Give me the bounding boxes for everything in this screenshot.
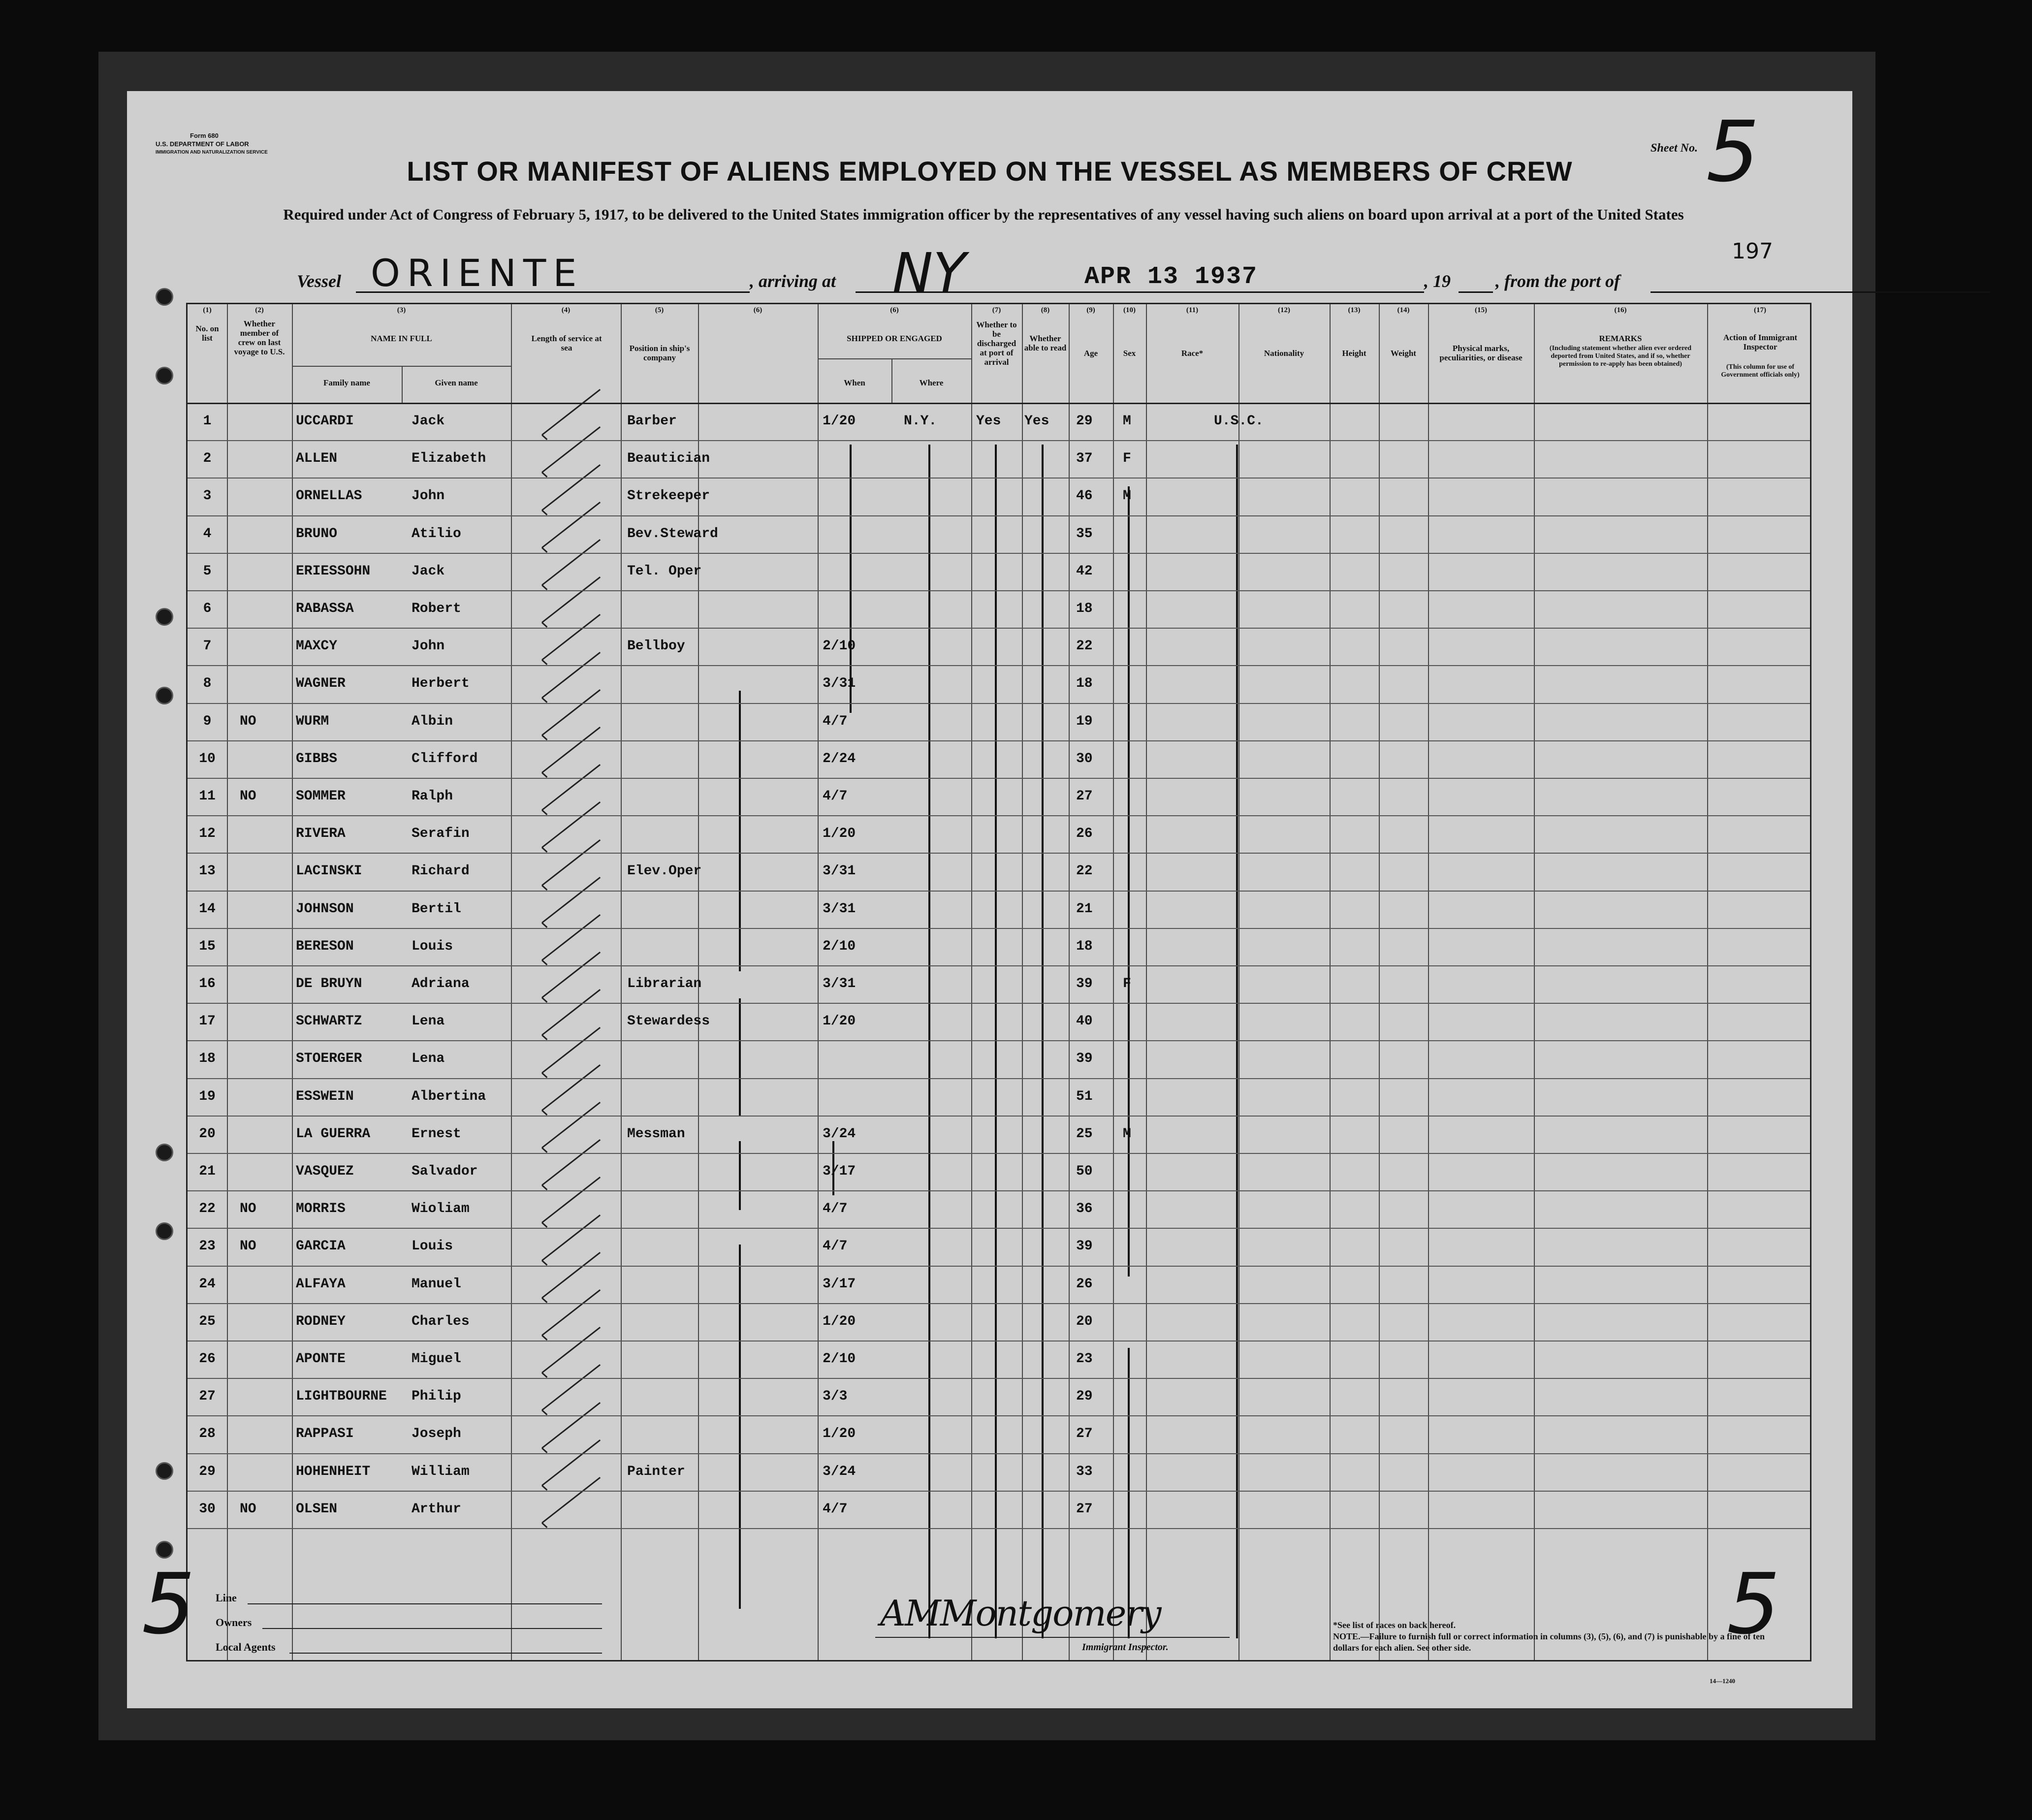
row-number: 10 xyxy=(199,751,216,766)
given-name-cell: Salvador xyxy=(412,1164,478,1179)
col-16-header: REMARKS xyxy=(1599,334,1642,343)
col-10-number: (10) xyxy=(1123,306,1136,314)
col-17-subheader: (This column for use of Government officials only) xyxy=(1721,363,1800,379)
age-cell: 37 xyxy=(1076,451,1093,467)
family-name-cell: SCHWARTZ xyxy=(296,1014,362,1029)
shipped-when-cell: 1/20 xyxy=(823,414,856,429)
sex-cell: M xyxy=(1123,414,1131,429)
age-cell: 27 xyxy=(1076,789,1093,804)
given-name-cell: Bertil xyxy=(412,901,461,917)
sheet-number-label: Sheet No. xyxy=(1651,142,1698,155)
row-number: 20 xyxy=(199,1126,216,1142)
row-number: 28 xyxy=(199,1426,216,1442)
age-cell: 20 xyxy=(1076,1313,1093,1329)
sheet-number: 5 xyxy=(1706,103,1760,201)
row-number: 1 xyxy=(203,414,212,429)
family-name-cell: LA GUERRA xyxy=(296,1126,371,1142)
col-5-number: (5) xyxy=(655,306,664,314)
row-number: 5 xyxy=(203,563,212,579)
age-cell: 35 xyxy=(1076,526,1093,542)
table-row xyxy=(188,553,1813,590)
owners-label: Owners xyxy=(216,1616,252,1628)
family-name-cell: VASQUEZ xyxy=(296,1164,354,1179)
family-name-cell: LACINSKI xyxy=(296,863,362,879)
age-cell: 27 xyxy=(1076,1426,1093,1442)
age-cell: 40 xyxy=(1076,1014,1093,1029)
shipped-when-cell: 3/17 xyxy=(823,1164,856,1179)
given-name-cell: Ernest xyxy=(412,1126,461,1142)
row-number: 16 xyxy=(199,976,216,991)
col-11-header: Race* xyxy=(1181,349,1204,358)
crew-manifest-table xyxy=(186,303,1811,1661)
shipped-when-cell: 3/24 xyxy=(823,1126,856,1142)
ditto-mark xyxy=(739,691,741,971)
table-row xyxy=(188,1153,1813,1190)
row-number: 11 xyxy=(199,789,216,804)
age-cell: 18 xyxy=(1076,938,1093,954)
arriving-port: NY xyxy=(892,241,966,304)
table-row xyxy=(188,1415,1813,1453)
date-stamp: APR 13 1937 xyxy=(1084,263,1258,291)
age-cell: 46 xyxy=(1076,488,1093,504)
given-name-cell: Lena xyxy=(412,1051,445,1067)
age-cell: 39 xyxy=(1076,976,1093,991)
sex-cell: M xyxy=(1123,1126,1131,1142)
given-name-cell: John xyxy=(412,639,445,654)
family-name-cell: RAPPASI xyxy=(296,1426,354,1442)
position-cell: Messman xyxy=(627,1126,685,1142)
position-cell: Painter xyxy=(627,1464,685,1479)
given-name-cell: Miguel xyxy=(412,1351,461,1367)
col-6-number: (6) xyxy=(753,306,762,314)
given-name-cell: Atilio xyxy=(412,526,461,542)
row-number: 30 xyxy=(199,1501,216,1517)
punch-hole xyxy=(156,1462,173,1480)
table-row xyxy=(188,1078,1813,1116)
age-cell: 21 xyxy=(1076,901,1093,917)
row-number: 13 xyxy=(199,863,216,879)
given-name-cell: Adriana xyxy=(412,976,470,991)
age-cell: 27 xyxy=(1076,1501,1093,1517)
age-cell: 51 xyxy=(1076,1088,1093,1104)
family-name-cell: GARCIA xyxy=(296,1239,346,1254)
family-name-cell: ALFAYA xyxy=(296,1276,346,1292)
row-number: 6 xyxy=(203,601,212,616)
given-name-cell: Manuel xyxy=(412,1276,461,1292)
table-row xyxy=(188,1190,1813,1228)
family-name-cell: UCCARDI xyxy=(296,414,354,429)
shipped-when-cell: 1/20 xyxy=(823,826,856,842)
family-name-cell: LIGHTBOURNE xyxy=(296,1389,387,1405)
age-cell: 19 xyxy=(1076,713,1093,729)
shipped-when-cell: 2/10 xyxy=(823,1351,856,1367)
family-name-cell: RODNEY xyxy=(296,1313,346,1329)
col-2-number: (2) xyxy=(255,306,264,314)
col-8-header: Whether able to read xyxy=(1024,334,1067,352)
row-number: 14 xyxy=(199,901,216,917)
given-name-cell: Joseph xyxy=(412,1426,461,1442)
position-cell: Beautician xyxy=(627,451,710,467)
row-number: 8 xyxy=(203,676,212,692)
position-cell: Elev.Oper xyxy=(627,863,702,879)
col-6-number-dup: (6) xyxy=(890,306,899,314)
shipped-when-cell: 4/7 xyxy=(823,1201,848,1217)
from-label: , from the port of xyxy=(1495,271,1620,291)
given-name-cell: Wioliam xyxy=(412,1201,470,1217)
col-8-number: (8) xyxy=(1041,306,1050,314)
table-row xyxy=(188,1266,1813,1303)
nationality-cell: U.S.C. xyxy=(1214,414,1264,429)
shipped-when-cell: 1/20 xyxy=(823,1426,856,1442)
vessel-name: ORIENTE xyxy=(371,251,584,295)
inspector-label: Immigrant Inspector. xyxy=(1082,1642,1169,1653)
line-label: Line xyxy=(216,1592,237,1604)
col-3-family-header: Family name xyxy=(323,378,370,387)
given-name-cell: Louis xyxy=(412,938,453,954)
shipped-when-cell: 4/7 xyxy=(823,789,848,804)
table-row xyxy=(188,853,1813,890)
shipped-when-cell: 1/20 xyxy=(823,1014,856,1029)
given-name-cell: Lena xyxy=(412,1014,445,1029)
age-cell: 39 xyxy=(1076,1239,1093,1254)
shipped-when-cell: 4/7 xyxy=(823,1239,848,1254)
col-3-header: NAME IN FULL xyxy=(371,334,432,343)
position-cell: Tel. Oper xyxy=(627,563,702,579)
position-cell: Stewardess xyxy=(627,1014,710,1029)
age-cell: 25 xyxy=(1076,1126,1093,1142)
shipped-when-cell: 1/20 xyxy=(823,1313,856,1329)
family-name-cell: BRUNO xyxy=(296,526,338,542)
row-number: 17 xyxy=(199,1014,216,1029)
sex-cell: F xyxy=(1123,976,1131,991)
col-7-header: Whether to be discharged at port of arrival xyxy=(976,320,1017,367)
table-row xyxy=(188,1378,1813,1415)
age-cell: 36 xyxy=(1076,1201,1093,1217)
handwritten-mark-right: 5 xyxy=(1727,1556,1780,1653)
col-6-where-header: Where xyxy=(919,378,944,387)
sex-cell: M xyxy=(1123,488,1131,504)
family-name-cell: BERESON xyxy=(296,938,354,954)
arriving-underline xyxy=(856,291,1087,293)
punch-hole xyxy=(156,288,173,306)
table-row xyxy=(188,891,1813,928)
position-cell: Barber xyxy=(627,414,677,429)
given-name-cell: Louis xyxy=(412,1239,453,1254)
last-voyage-cell: NO xyxy=(240,1239,256,1254)
inspector-signature: AMMontgomery xyxy=(880,1593,1161,1634)
col-17-header: Action of Immigrant Inspector xyxy=(1723,333,1798,351)
last-voyage-cell: NO xyxy=(240,789,256,804)
given-name-cell: Charles xyxy=(412,1313,470,1329)
age-cell: 29 xyxy=(1076,414,1093,429)
given-name-cell: Ralph xyxy=(412,789,453,804)
family-name-cell: DE BRUYN xyxy=(296,976,362,991)
department-name: U.S. DEPARTMENT OF LABOR xyxy=(156,140,249,148)
col-15-number: (15) xyxy=(1475,306,1487,314)
family-name-cell: APONTE xyxy=(296,1351,346,1367)
col-14-header: Weight xyxy=(1391,349,1416,358)
table-row xyxy=(188,1453,1813,1491)
shipped-when-cell: 3/3 xyxy=(823,1389,848,1405)
table-row xyxy=(188,1491,1813,1528)
family-name-cell: SOMMER xyxy=(296,789,346,804)
row-number: 24 xyxy=(199,1276,216,1292)
last-voyage-cell: NO xyxy=(240,1501,256,1517)
form-number: Form 680 xyxy=(190,132,219,139)
table-row xyxy=(188,1116,1813,1153)
table-row xyxy=(188,1341,1813,1378)
col-13-header: Height xyxy=(1342,349,1366,358)
row-number: 2 xyxy=(203,451,212,467)
age-cell: 26 xyxy=(1076,826,1093,842)
age-cell: 22 xyxy=(1076,639,1093,654)
shipped-when-cell: 2/10 xyxy=(823,639,856,654)
age-cell: 42 xyxy=(1076,563,1093,579)
row-number: 7 xyxy=(203,639,212,654)
col-6-header: SHIPPED OR ENGAGED xyxy=(847,334,942,343)
handwritten-mark-left: 5 xyxy=(142,1556,195,1653)
col-9-header: Age xyxy=(1083,349,1098,358)
table-row xyxy=(188,965,1813,1003)
date-underline xyxy=(1084,291,1424,293)
shipped-when-cell: 4/7 xyxy=(823,1501,848,1517)
table-row xyxy=(188,590,1813,628)
family-name-cell: ESSWEIN xyxy=(296,1088,354,1104)
col-16-number: (16) xyxy=(1614,306,1627,314)
row-number: 22 xyxy=(199,1201,216,1217)
col-12-header: Nationality xyxy=(1264,349,1304,358)
from-underline xyxy=(1651,291,1990,293)
shipped-where-cell: N.Y. xyxy=(904,414,937,429)
table-row xyxy=(188,928,1813,965)
manifest-sheet xyxy=(127,91,1852,1708)
form-code: 14—1240 xyxy=(1710,1677,1735,1685)
position-cell: Bev.Steward xyxy=(627,526,718,542)
table-row xyxy=(188,440,1813,478)
given-name-cell: Herbert xyxy=(412,676,470,692)
footer-notes xyxy=(1333,1620,1766,1654)
year-underline xyxy=(1459,291,1493,293)
given-name-cell: Albin xyxy=(412,713,453,729)
family-name-cell: JOHNSON xyxy=(296,901,354,917)
table-row xyxy=(188,740,1813,778)
penalty-note: NOTE.—Failure to furnish full or correct information in columns (3), (5), (6), and (7) is punishable by a fine of ten dollars for each alien. See other side. xyxy=(1333,1631,1765,1653)
races-note: *See list of races on back hereof. xyxy=(1333,1620,1456,1630)
age-cell: 23 xyxy=(1076,1351,1093,1367)
col-1-number: (1) xyxy=(203,306,212,314)
col-10-header: Sex xyxy=(1123,349,1136,358)
col-16-subheader: (Including statement whether alien ever ordered deported from United States, and if so, whether permission to re-apply has been obtained) xyxy=(1549,345,1692,368)
col-5-header: Position in ship's company xyxy=(629,344,690,362)
row-number: 27 xyxy=(199,1389,216,1405)
row-number: 26 xyxy=(199,1351,216,1367)
vessel-label: Vessel xyxy=(297,271,341,291)
col-15-header: Physical marks, peculiarities, or disease xyxy=(1439,344,1523,362)
shipped-when-cell: 3/31 xyxy=(823,676,856,692)
row-number: 21 xyxy=(199,1164,216,1179)
ditto-mark xyxy=(1236,445,1238,1638)
given-name-cell: Jack xyxy=(412,563,445,579)
able-to-read-cell: Yes xyxy=(1024,414,1049,429)
punch-hole xyxy=(156,687,173,704)
table-row xyxy=(188,665,1813,702)
col-3-number: (3) xyxy=(397,306,406,314)
shipped-when-cell: 3/24 xyxy=(823,1464,856,1479)
discharged-cell: Yes xyxy=(976,414,1001,429)
position-cell: Bellboy xyxy=(627,639,685,654)
given-name-cell: Clifford xyxy=(412,751,478,766)
table-row xyxy=(188,1040,1813,1078)
row-number: 18 xyxy=(199,1051,216,1067)
punch-hole xyxy=(156,608,173,626)
row-number: 15 xyxy=(199,938,216,954)
col-17-number: (17) xyxy=(1754,306,1766,314)
col-2-header: Whether member of crew on last voyage to U.S. xyxy=(234,319,285,356)
family-name-cell: HOHENHEIT xyxy=(296,1464,371,1479)
punch-hole xyxy=(156,1222,173,1240)
age-cell: 22 xyxy=(1076,863,1093,879)
age-cell: 33 xyxy=(1076,1464,1093,1479)
col-6-when-header: When xyxy=(844,378,865,387)
last-voyage-cell: NO xyxy=(240,1201,256,1217)
given-name-cell: Albertina xyxy=(412,1088,486,1104)
row-number: 23 xyxy=(199,1239,216,1254)
table-row xyxy=(188,1003,1813,1040)
shipped-when-cell: 4/7 xyxy=(823,713,848,729)
punch-hole xyxy=(156,1144,173,1161)
row-number: 12 xyxy=(199,826,216,842)
family-name-cell: MAXCY xyxy=(296,639,338,654)
age-cell: 26 xyxy=(1076,1276,1093,1292)
arriving-label: , arriving at xyxy=(750,271,836,291)
shipped-when-cell: 3/31 xyxy=(823,976,856,991)
table-row xyxy=(188,815,1813,853)
table-row xyxy=(188,778,1813,815)
age-cell: 50 xyxy=(1076,1164,1093,1179)
table-row xyxy=(188,515,1813,553)
ditto-mark xyxy=(739,1141,741,1210)
col-12-number: (12) xyxy=(1278,306,1290,314)
ditto-mark xyxy=(928,445,930,1638)
page-number: 197 xyxy=(1732,239,1773,264)
family-name-cell: ORNELLAS xyxy=(296,488,362,504)
given-name-cell: Arthur xyxy=(412,1501,461,1517)
age-cell: 39 xyxy=(1076,1051,1093,1067)
document-subtitle: Required under Act of Congress of February 5, 1917, to be delivered to the United States immigration officer by the representatives of any vessel having such aliens on board upon arrival at a port of the United States xyxy=(283,206,1684,223)
family-name-cell: WAGNER xyxy=(296,676,346,692)
table-row xyxy=(188,1228,1813,1265)
vessel-underline xyxy=(356,291,750,293)
col-4-header: Length of service at sea xyxy=(531,334,602,352)
table-row xyxy=(188,403,1813,440)
document-title: LIST OR MANIFEST OF ALIENS EMPLOYED ON THE VESSEL AS MEMBERS OF CREW xyxy=(407,156,1573,187)
row-number: 25 xyxy=(199,1313,216,1329)
family-name-cell: STOERGER xyxy=(296,1051,362,1067)
row-number: 9 xyxy=(203,713,212,729)
table-row xyxy=(188,1303,1813,1341)
ditto-mark xyxy=(832,1141,834,1195)
ditto-mark xyxy=(995,445,997,1638)
given-name-cell: John xyxy=(412,488,445,504)
position-cell: Librarian xyxy=(627,976,702,991)
col-9-number: (9) xyxy=(1086,306,1095,314)
family-name-cell: ERIESSOHN xyxy=(296,563,371,579)
table-row xyxy=(188,628,1813,665)
given-name-cell: Robert xyxy=(412,601,461,616)
local-agents-label: Local Agents xyxy=(216,1641,276,1653)
col-4-number: (4) xyxy=(561,306,571,314)
given-name-cell: Elizabeth xyxy=(412,451,486,467)
age-cell: 30 xyxy=(1076,751,1093,766)
age-cell: 18 xyxy=(1076,676,1093,692)
table-row xyxy=(188,478,1813,515)
service-name: IMMIGRATION AND NATURALIZATION SERVICE xyxy=(156,150,268,155)
table-row xyxy=(188,703,1813,740)
last-voyage-cell: NO xyxy=(240,713,256,729)
col-7-number: (7) xyxy=(992,306,1001,314)
ditto-mark xyxy=(1128,486,1130,1277)
family-name-cell: WURM xyxy=(296,713,329,729)
family-name-cell: RABASSA xyxy=(296,601,354,616)
form-identifier xyxy=(156,131,268,157)
shipped-when-cell: 3/31 xyxy=(823,901,856,917)
col-3-given-header: Given name xyxy=(435,378,478,387)
shipped-when-cell: 3/31 xyxy=(823,863,856,879)
given-name-cell: William xyxy=(412,1464,470,1479)
sex-cell: F xyxy=(1123,451,1131,467)
row-number: 4 xyxy=(203,526,212,542)
given-name-cell: Serafin xyxy=(412,826,470,842)
row-number: 19 xyxy=(199,1088,216,1104)
col-14-number: (14) xyxy=(1397,306,1410,314)
shipped-when-cell: 3/17 xyxy=(823,1276,856,1292)
age-cell: 29 xyxy=(1076,1389,1093,1405)
family-name-cell: RIVERA xyxy=(296,826,346,842)
family-name-cell: ALLEN xyxy=(296,451,338,467)
check-mark xyxy=(541,389,601,436)
punch-hole xyxy=(156,367,173,384)
ditto-mark xyxy=(850,445,852,713)
ditto-mark xyxy=(739,998,741,1117)
position-cell: Strekeeper xyxy=(627,488,710,504)
family-name-cell: OLSEN xyxy=(296,1501,338,1517)
age-cell: 18 xyxy=(1076,601,1093,616)
shipped-when-cell: 2/24 xyxy=(823,751,856,766)
given-name-cell: Richard xyxy=(412,863,470,879)
ditto-mark xyxy=(739,1245,741,1609)
family-name-cell: GIBBS xyxy=(296,751,338,766)
col-1-header: No. on list xyxy=(195,324,219,343)
given-name-cell: Jack xyxy=(412,414,445,429)
row-number: 29 xyxy=(199,1464,216,1479)
shipped-when-cell: 2/10 xyxy=(823,938,856,954)
row-number: 3 xyxy=(203,488,212,504)
year-label: , 19 xyxy=(1424,271,1451,291)
given-name-cell: Philip xyxy=(412,1389,461,1405)
col-11-number: (11) xyxy=(1186,306,1199,314)
ditto-mark xyxy=(1042,445,1044,1638)
col-13-number: (13) xyxy=(1348,306,1361,314)
family-name-cell: MORRIS xyxy=(296,1201,346,1217)
